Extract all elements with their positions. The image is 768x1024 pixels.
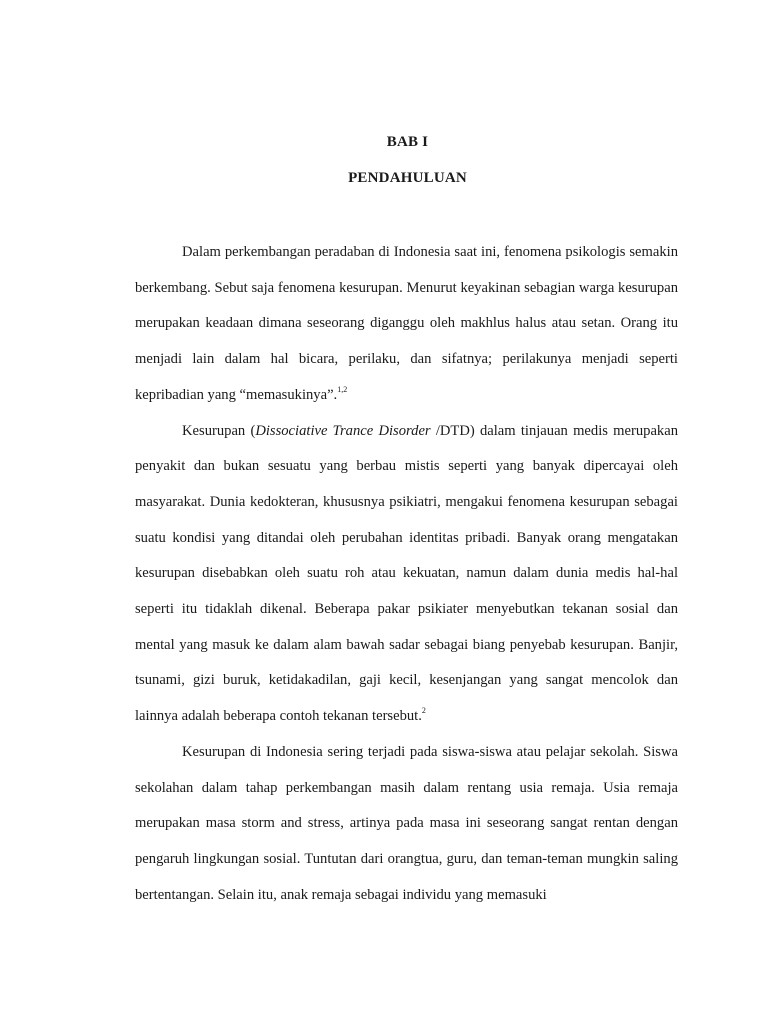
chapter-title: PENDAHULUAN bbox=[348, 170, 467, 186]
paragraph-text: Kesurupan di Indonesia sering terjadi pada siswa-siswa atau pelajar sekolah. Siswa sekolahan dalam tahap perkembangan masih dalam rentang usia remaja. Usia remaja merupakan masa storm and stress, artinya pada masa ini seseorang sangat rentan dengan pengaruh lingkungan sosial. Tuntutan dari orangtua, guru, dan teman-teman mungkin saling bertentangan. Selain itu, anak remaja sebagai individu yang memasuki bbox=[135, 743, 678, 903]
body-text bbox=[135, 235, 678, 913]
footnote-reference: 2 bbox=[421, 706, 426, 716]
paragraph bbox=[135, 414, 678, 735]
paragraph-text: Kesurupan ( bbox=[182, 422, 256, 439]
footnote-reference: 1,2 bbox=[337, 384, 348, 394]
chapter-heading: BAB I bbox=[386, 134, 429, 150]
paragraph-text: /DTD) dalam tinjauan medis merupakan penyakit dan bukan sesuatu yang berbau mistis seperti yang banyak dipercayai oleh masyarakat. Dunia kedokteran, khususnya psikiatri, mengakui fenomena kesurupan sebagai suatu kondisi yang ditandai oleh perubahan identitas pribadi. Banyak orang mengatakan kesurupan disebabkan oleh suatu roh atau kekuatan, namun dalam dunia medis hal-hal seperti itu tidaklah dikenal. Beberapa pakar psikiater menyebutkan tekanan sosial dan mental yang masuk ke dalam alam bawah sadar sebagai biang penyebab kesurupan. Banjir, tsunami, gizi buruk, ketidakadilan, gaji kecil, kesenjangan yang sangat mencolok dan lainnya adalah beberapa contoh tekanan tersebut. bbox=[135, 422, 678, 725]
paragraph bbox=[135, 735, 678, 914]
italic-term: Dissociative Trance Disorder bbox=[255, 422, 431, 439]
paragraph bbox=[135, 235, 678, 414]
paragraph-text: Dalam perkembangan peradaban di Indonesia saat ini, fenomena psikologis semakin berkembang. Sebut saja fenomena kesurupan. Menurut keyakinan sebagian warga kesurupan merupakan keadaan dimana seseorang diganggu oleh makhlus halus atau setan. Orang itu menjadi lain dalam hal bicara, perilaku, dan sifatnya; perilakunya menjadi seperti kepribadian yang “memasukinya”. bbox=[135, 244, 678, 403]
